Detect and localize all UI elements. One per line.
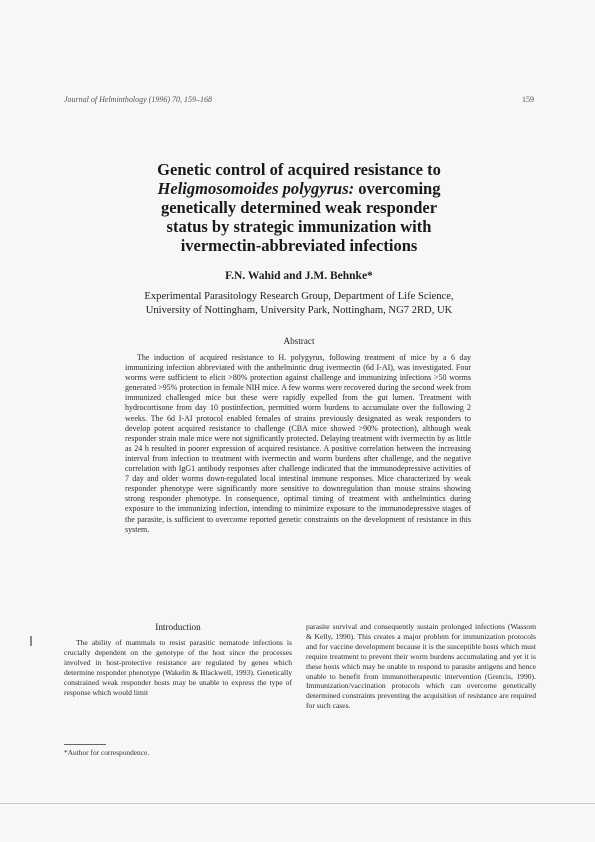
page-bottom-rule	[0, 803, 595, 804]
abstract-text: The induction of acquired resistance to H. polygyrus, following treatment of mice by a 6 day immunizing infection abbreviated with the anthelmintic drug ivermectin (6d I-AI), was investigated. Four worms were sufficient to elicit >80% protection against challenge and immunizing infections >50 worms generated >95% protection in female NIH mice. A few worms were recovered during the second week from immunized challenged mice but these were rapidly expelled from the gut lumen. Treatment with hydrocortisone from day 10 postinfection, permitted worm burdens to accumulate over the following 2 weeks. The 6d I-AI protocol enabled females of strains previously designated as weak responders to develop potent acquired resistance to challenge (CBA mice showed >90% protection), although weak responder strain male mice were not significantly protected. Delaying treatment with ivermectin by as little as 24 h resulted in poorer expression of acquired resistance. A positive correlation between the increasing interval from infection to treatment with ivermectin and worm burdens after challenge, and the negative correlation with IgG1 antibody responses after challenge indicated that the immunodepressive activities of 7 day and older worms down-regulated local intestinal immune responses. Mice characterized by weak responder phenotype were significantly more sensitive to downregulation than mouse strains showing strong responder phenotype. In consequence, optimal timing of treatment with anthelmintics during exposure to the immunizing infection, intending to minimize exposure to the immunodepressive stages of the parasite, is sufficient to overcome reported genetic constraints on the development of resistance in this system.	[125, 353, 471, 534]
title-line: genetically determined weak responder	[160, 198, 438, 217]
journal-citation: Journal of Helminthology (1996) 70, 159–168	[64, 95, 212, 104]
left-column	[64, 622, 292, 697]
title-line	[60, 179, 538, 198]
abstract-heading: Abstract	[283, 336, 315, 346]
page-number: 159	[522, 95, 534, 104]
affiliation-line: University of Nottingham, University Park, Nottingham, NG7 2RD, UK	[145, 305, 453, 316]
title-line: Genetic control of acquired resistance to	[157, 160, 441, 179]
title-line: ivermectin-abbreviated infections	[180, 236, 418, 255]
affiliation	[60, 290, 538, 318]
footnote: *Author for correspondence.	[64, 748, 150, 757]
article-title	[60, 160, 538, 255]
affiliation-line: Experimental Parasitology Research Group, Department of Life Science,	[144, 291, 454, 302]
introduction-text-continued: parasite survival and consequently sustain prolonged infections (Wassom & Kelly, 1990). This creates a major problem for immunization protocols and for vaccine development because it is the susceptible hosts which must require treatment to prevent their worm burdens accumulating and yet it is these hosts which may be unable to respond to parasite antigens and hence unable to benefit from immunotherapeutic intervention (Grencis, 1990). Immunization/vaccination protocols which can overcome genetically determined constraints preventing the acquisition of resistance are required for such cases.	[306, 622, 536, 711]
authors: F.N. Wahid and J.M. Behnke*	[225, 270, 373, 282]
introduction-heading: Introduction	[155, 622, 201, 632]
title-line-rest: overcoming	[354, 179, 441, 198]
footnote-divider	[64, 744, 106, 745]
title-species: Heligmosomoides polygyrus:	[157, 179, 355, 198]
right-column	[306, 622, 536, 711]
margin-mark	[30, 636, 32, 646]
introduction-text: The ability of mammals to resist parasitic nematode infections is crucially dependent on the genotype of the host since the processes involved in host-protective resistance are regulated by genes which determine responder phenotype (Wakelin & Blackwell, 1993). Genetically constrained weak responder hosts may be unable to express the type of response which would limit	[64, 638, 292, 697]
title-line: status by strategic immunization with	[166, 217, 432, 236]
